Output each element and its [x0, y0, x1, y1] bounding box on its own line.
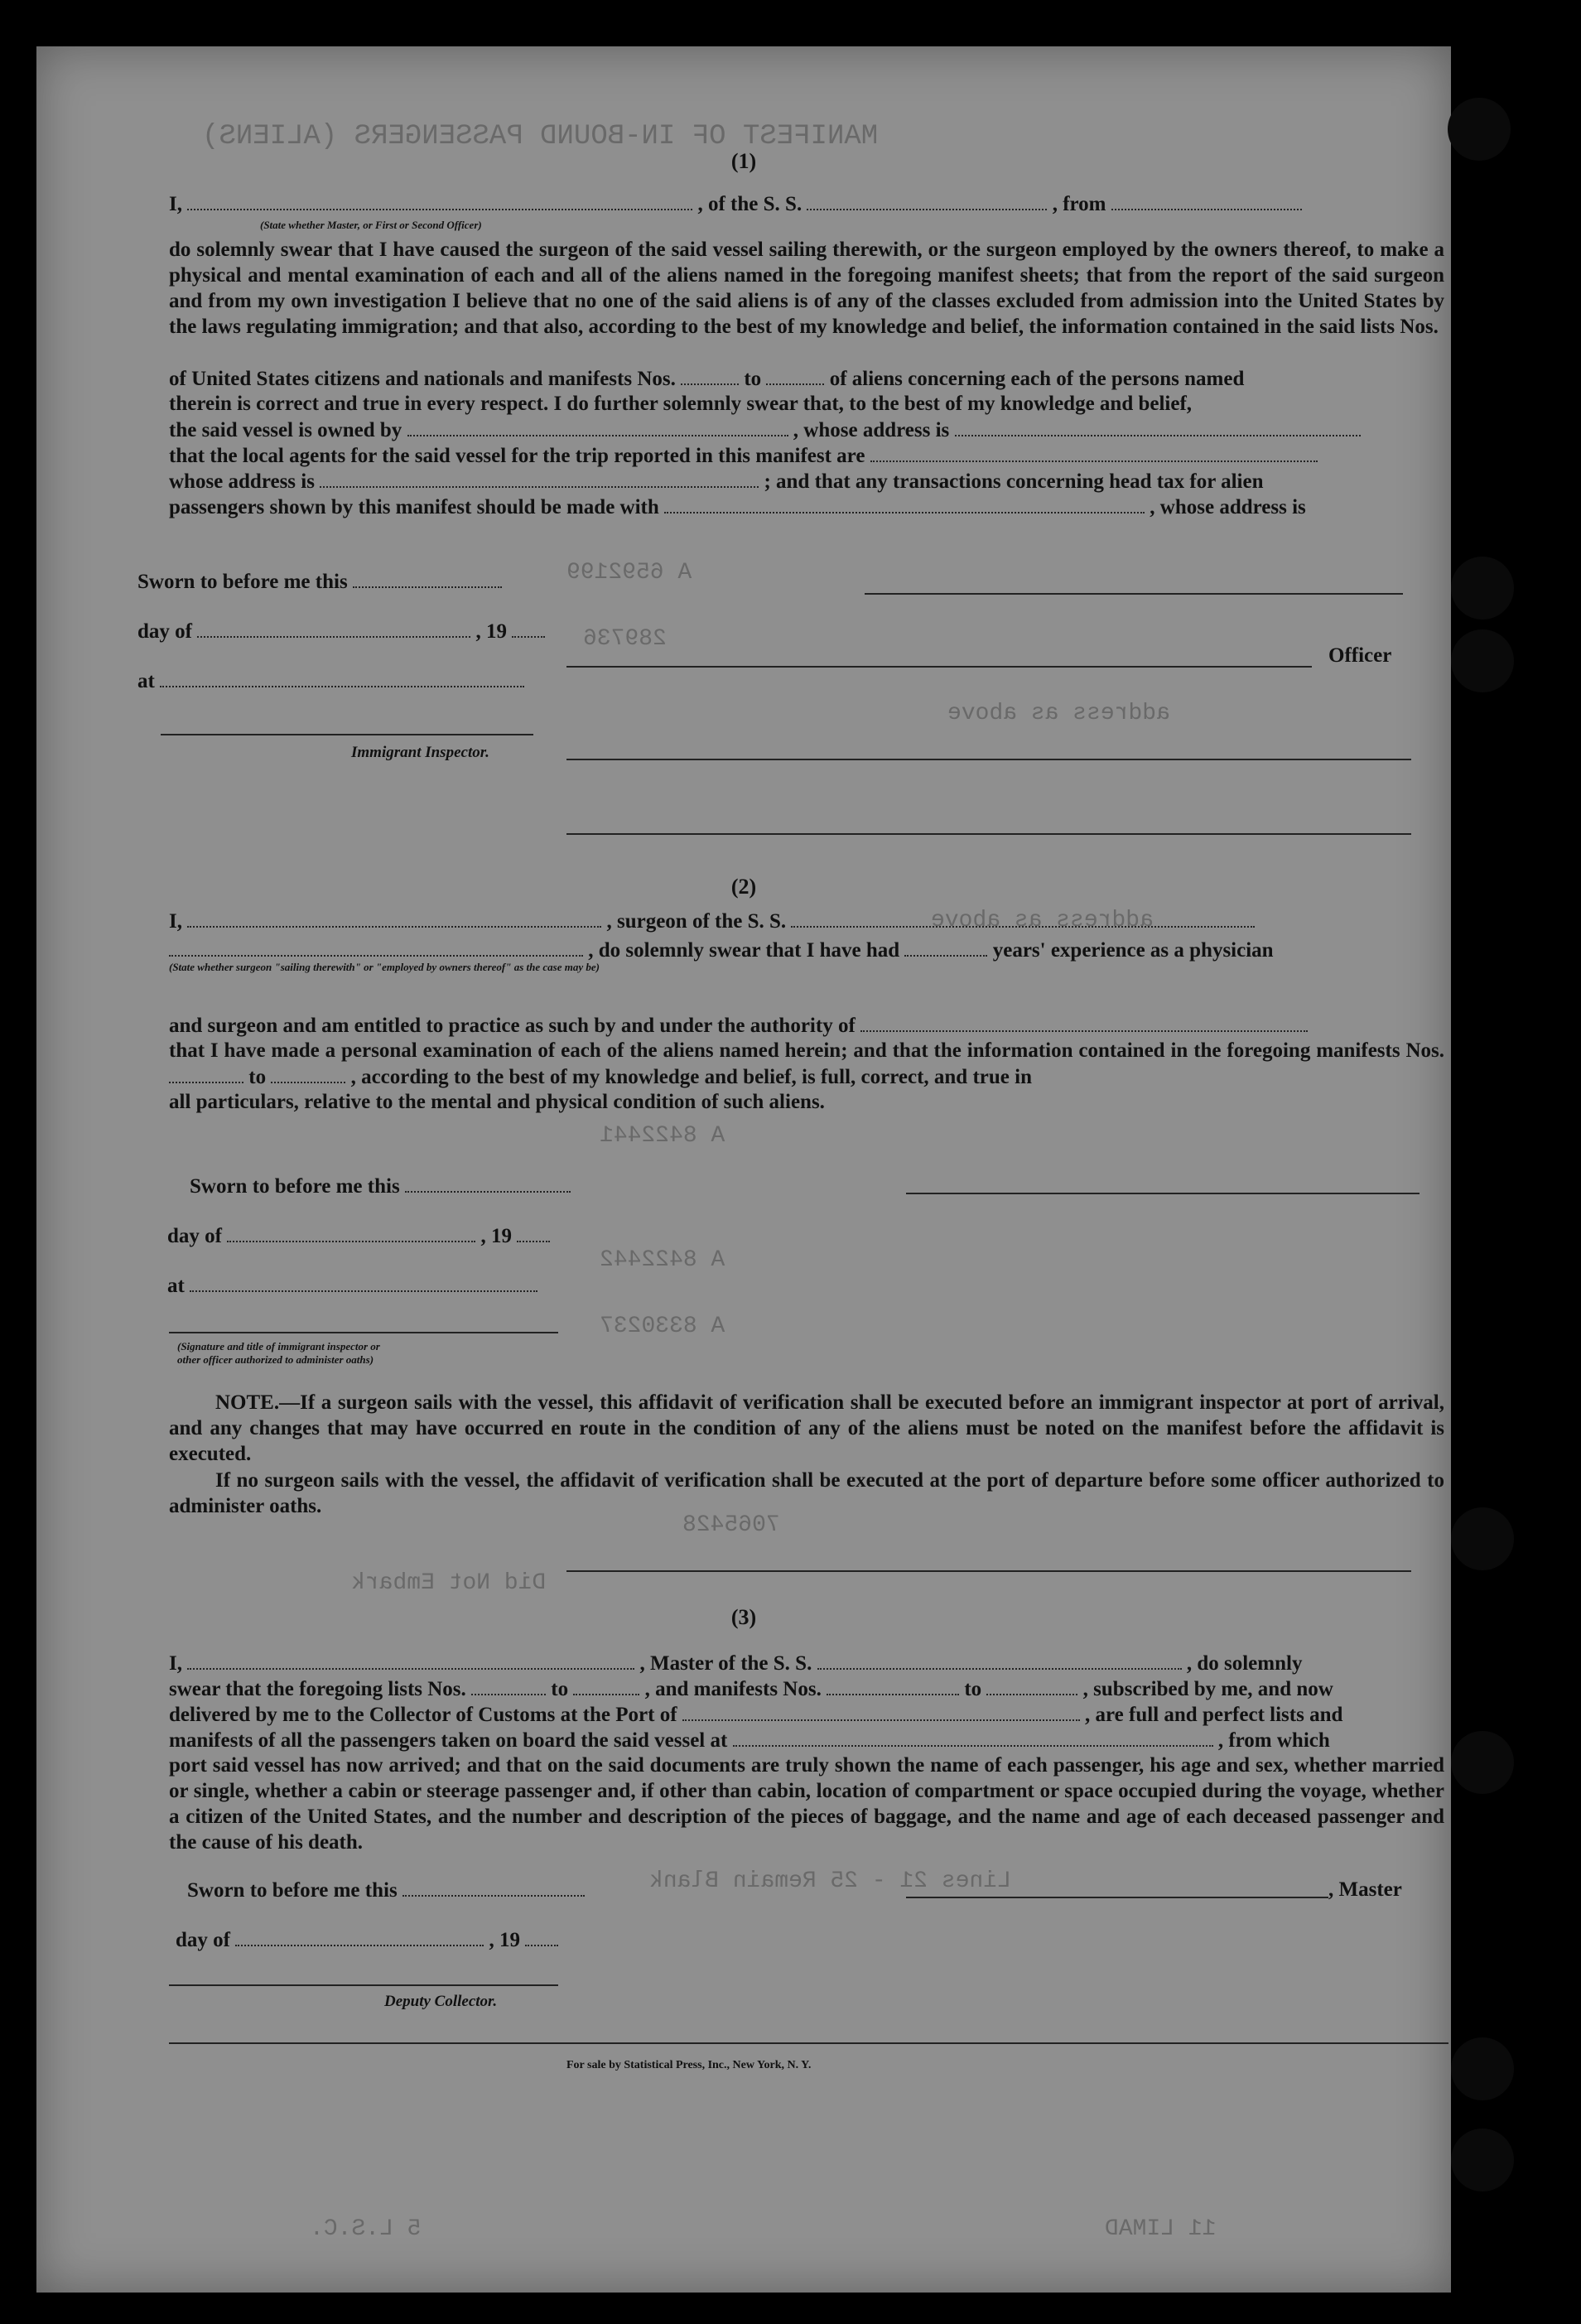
- signature-instruction-1: (Signature and title of immigrant inspector or: [177, 1340, 380, 1352]
- administering-officer-signature-line[interactable]: [169, 1332, 558, 1333]
- deputy-collector-label: Deputy Collector.: [384, 1993, 498, 2010]
- surgeon-at-field[interactable]: [190, 1272, 537, 1292]
- punch-hole: [1451, 2037, 1514, 2100]
- bleed-through-heading: MANIFEST OF IN-BOUND PASSENGERS (ALIENS): [202, 121, 879, 152]
- inspector-signature-line[interactable]: [161, 734, 533, 735]
- surgeon-instruction: (State whether surgeon "sailing therewith" or "employed by owners thereof" as the case may be): [169, 961, 600, 973]
- lists-to-field[interactable]: [573, 1675, 639, 1695]
- bleed-through-text: address as above: [931, 908, 1154, 933]
- manifest-from-field[interactable]: [681, 365, 739, 385]
- agent-address-field[interactable]: [320, 468, 759, 488]
- section-1-rule: [566, 833, 1411, 835]
- bleed-through-text: Did Not Embark: [351, 1570, 547, 1596]
- day-of-field[interactable]: [197, 618, 470, 638]
- bleed-through-text: A 8330237: [600, 1314, 725, 1339]
- section-2-sworn-line: Sworn to before me this: [190, 1173, 1465, 1199]
- surgeon-status-field[interactable]: [169, 937, 583, 957]
- port-field[interactable]: [682, 1701, 1080, 1721]
- section-1-number: (1): [730, 149, 757, 173]
- exam-manifest-from-field[interactable]: [169, 1063, 243, 1083]
- section-2-at-line: at: [167, 1272, 1443, 1299]
- bleed-through-text: address as above: [947, 701, 1170, 726]
- no-surgeon-note: If no surgeon sails with the vessel, the affidavit of verification shall be executed at the port of departure before some officer authorized to administer oaths.: [169, 1469, 1444, 1517]
- bleed-through-text: A 8422441: [600, 1123, 725, 1149]
- officer-field[interactable]: [187, 190, 692, 210]
- bleed-through-text: A 6592199: [566, 560, 692, 586]
- bleed-through-text: 5 L.S.C.: [310, 2216, 422, 2242]
- printer-credit: For sale by Statistical Press, Inc., New York, N. Y.: [566, 2059, 812, 2071]
- section-2-rule: [566, 1570, 1411, 1572]
- section-1-line-aliens: of United States citizens and nationals and manifests Nos. to of aliens concerning each of the persons named: [169, 365, 1444, 392]
- section-1-at-line: at: [137, 668, 1413, 694]
- section-1-line-1: I, , of the S. S. , from: [169, 190, 1444, 217]
- punch-hole: [1451, 1731, 1514, 1794]
- bleed-through-text: Lines 21 - 25 Remain Blank: [649, 1868, 1011, 1894]
- year-field[interactable]: [512, 618, 545, 638]
- immigrant-inspector-label: Immigrant Inspector.: [351, 744, 489, 761]
- section-1-day-line: day of , 19: [137, 618, 1413, 644]
- punch-hole: [1451, 2129, 1514, 2191]
- section-1-agents-line: that the local agents for the said vessel for the trip reported in this manifest are: [169, 442, 1444, 469]
- section-3-delivered-line: delivered by me to the Collector of Customs at the Port of , are full and perfect lists and: [169, 1701, 1444, 1728]
- officer-label: Officer: [1328, 644, 1392, 667]
- section-3-manifests-line: manifests of all the passengers taken on board the said vessel at , from which: [169, 1727, 1444, 1753]
- bleed-through-text: 289736: [583, 626, 667, 652]
- bleed-through-text: 11 LIMAD: [1105, 2216, 1217, 2242]
- surgeon-year-field[interactable]: [517, 1222, 550, 1242]
- owner-field[interactable]: [407, 417, 788, 436]
- section-3-sworn-line: Sworn to before me this: [187, 1877, 1463, 1903]
- surgeon-day-field[interactable]: [227, 1222, 475, 1242]
- manifests-from-field[interactable]: [827, 1675, 959, 1695]
- boarding-port-field[interactable]: [733, 1727, 1213, 1747]
- section-2-exam-text: that I have made a personal examination of each of the aliens named herein; and that the information contained in the foregoing manifests Nos. to , according to the best of my knowledge and belief, is full, correct, and true in: [169, 1039, 1444, 1088]
- punch-hole: [1451, 557, 1514, 620]
- master-sworn-field[interactable]: [402, 1877, 585, 1897]
- signature-instruction-2: other officer authorized to administer oaths): [177, 1353, 374, 1366]
- signature-line[interactable]: [865, 593, 1403, 595]
- punch-hole: [1448, 98, 1511, 161]
- bleed-through-text: A 8422442: [600, 1247, 725, 1273]
- master-day-field[interactable]: [235, 1926, 484, 1946]
- head-tax-party-field[interactable]: [664, 494, 1145, 513]
- sworn-day-field[interactable]: [353, 568, 502, 588]
- master-year-field[interactable]: [525, 1926, 558, 1946]
- master-signature-line[interactable]: [906, 1897, 1328, 1898]
- section-3-oath-text: port said vessel has now arrived; and that on the said documents are truly shown the name of each passenger, his age and sex, whether married or single, whether a cabin or steerage passenger and, if other than cabin, location of compartment or space occupied during the voyage, whether a citizen of the United States, and the number and description of the pieces of baggage, and the name and age of each deceased passenger and the cause of his death.: [169, 1754, 1444, 1854]
- section-2-day-line: day of , 19: [167, 1222, 1443, 1249]
- section-1-rule: [566, 759, 1411, 760]
- section-3-number: (3): [730, 1605, 757, 1629]
- manifest-to-field[interactable]: [766, 365, 824, 385]
- surgeon-sworn-field[interactable]: [405, 1173, 571, 1193]
- departure-port-field[interactable]: [1111, 190, 1302, 210]
- years-experience-field[interactable]: [904, 937, 987, 957]
- section-3-lists-line: swear that the foregoing lists Nos. to , and manifests Nos. to , subscribed by me, and now: [169, 1675, 1444, 1702]
- section-3-day-line: day of , 19: [176, 1926, 1451, 1953]
- manifest-back-page: [36, 46, 1451, 2293]
- authority-field[interactable]: [860, 1012, 1308, 1032]
- section-2-authority-line: and surgeon and am entitled to practice as such by and under the authority of: [169, 1012, 1444, 1039]
- section-2-line-2: , do solemnly swear that I have had years' experience as a physician: [169, 937, 1444, 963]
- punch-hole: [1451, 1507, 1514, 1570]
- lists-from-field[interactable]: [471, 1675, 546, 1695]
- section-1-owner-line: the said vessel is owned by , whose address is: [169, 417, 1444, 443]
- bleed-through-text: 7065428: [682, 1512, 780, 1538]
- surgeon-note: NOTE.—If a surgeon sails with the vessel, this affidavit of verification shall be executed before an immigrant inspector at port of arrival, and any changes that may have occurred en route in the condition of any of the aliens must be noted on the manifest before the affidavit is executed.: [169, 1391, 1444, 1465]
- at-field[interactable]: [160, 668, 524, 687]
- officer-instruction: (State whether Master, or First or Second Officer): [260, 219, 482, 231]
- surgeon-signature-line[interactable]: [906, 1193, 1420, 1194]
- local-agents-field[interactable]: [870, 442, 1318, 462]
- section-1-correct-line: therein is correct and true in every respect. I do further solemnly swear that, to the best of my knowledge and belief,: [169, 393, 1193, 415]
- punch-hole: [1451, 629, 1514, 692]
- section-1-oath-text: do solemnly swear that I have caused the surgeon of the said vessel sailing therewith, or the surgeon employed by the owners thereof, to make a physical and mental examination of each and all of the aliens named in the foregoing manifest sheets; that from the report of the said surgeon and from my own investigation I believe that no one of the said aliens is of any of the classes excluded from admission into the United States by the laws regulating immigration; and that also, according to the best of my knowledge and belief, the information contained in the said lists Nos.: [169, 239, 1444, 338]
- manifests-to-field[interactable]: [986, 1675, 1077, 1695]
- master-label: , Master: [1328, 1878, 1402, 1901]
- section-2-particulars: all particulars, relative to the mental and physical condition of such aliens.: [169, 1091, 825, 1113]
- section-2-line-1: I, , surgeon of the S. S.: [169, 908, 1444, 934]
- exam-manifest-to-field[interactable]: [271, 1063, 345, 1083]
- section-1-sworn-line: Sworn to before me this: [137, 568, 1413, 595]
- vessel-name-field[interactable]: [807, 190, 1047, 210]
- footer-rule: [169, 2042, 1448, 2044]
- section-1-passengers-line: passengers shown by this manifest should be made with , whose address is: [169, 494, 1444, 520]
- master-name-field[interactable]: [187, 1650, 634, 1670]
- section-2-number: (2): [730, 875, 757, 899]
- owner-address-field[interactable]: [955, 417, 1361, 436]
- surgeon-vessel-field[interactable]: [791, 908, 1255, 928]
- section-1-agent-address-line: whose address is ; and that any transactions concerning head tax for alien: [169, 468, 1444, 494]
- deputy-collector-signature-line[interactable]: [169, 1984, 558, 1986]
- surgeon-name-field[interactable]: [187, 908, 601, 928]
- section-3-line-1: I, , Master of the S. S. , do solemnly: [169, 1650, 1444, 1676]
- master-vessel-field[interactable]: [817, 1650, 1182, 1670]
